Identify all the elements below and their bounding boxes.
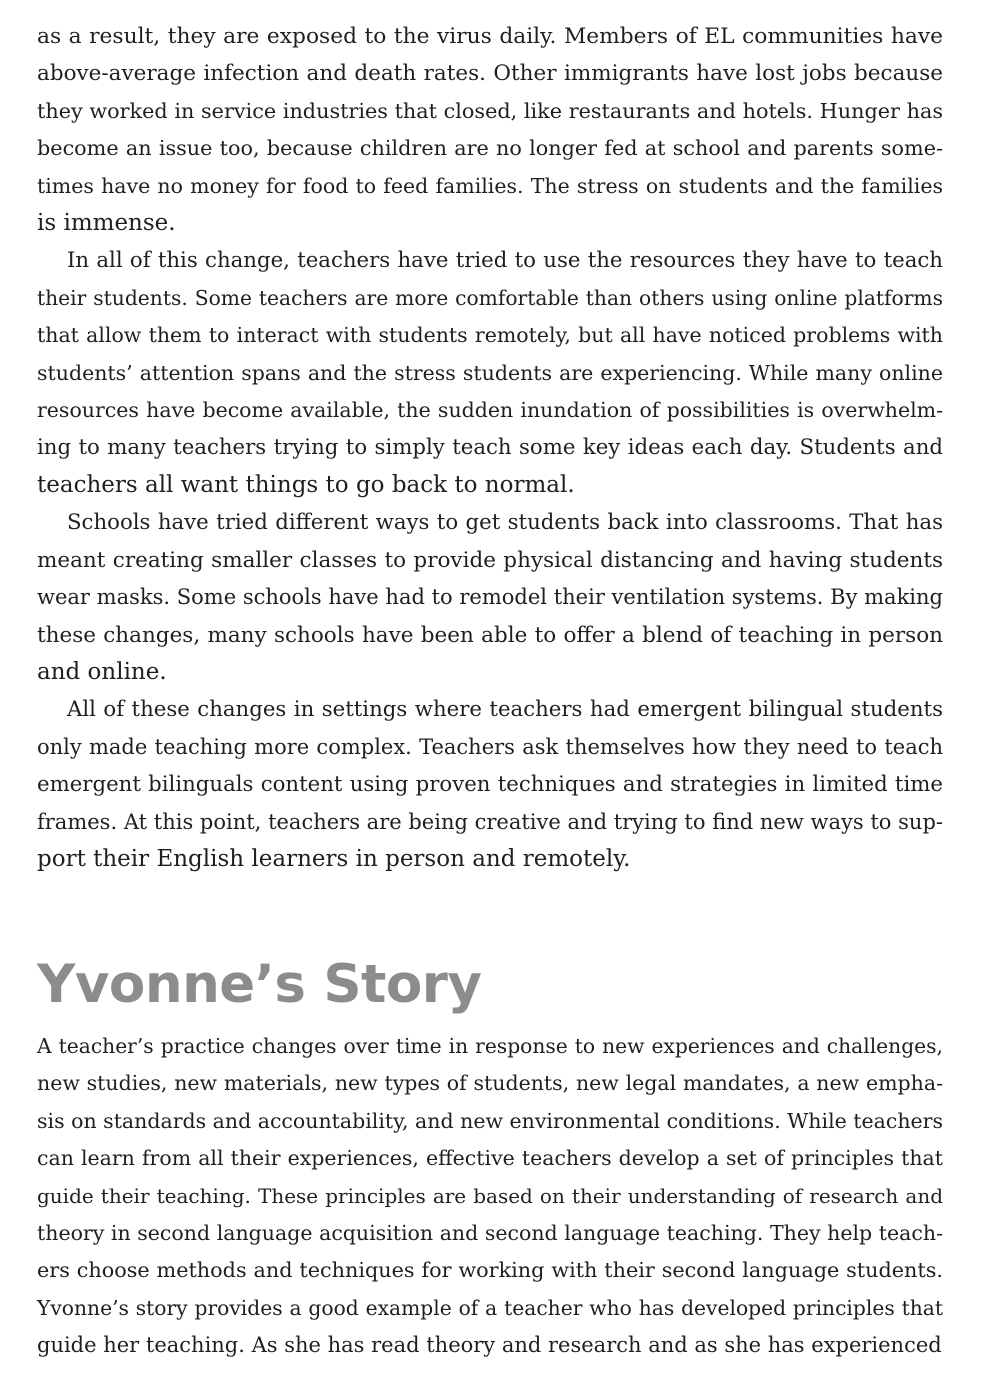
text-line: ing to many teachers trying to simply teach some key ideas each day. Students and	[37, 435, 943, 461]
text-line: meant creating smaller classes to provide physical distancing and having students	[37, 547, 943, 573]
text-line: they worked in service industries that closed, like restaurants and hotels. Hunger has	[37, 98, 943, 123]
text-line: guide their teaching. These principles are based on their understanding of research and	[37, 1183, 943, 1208]
body-text-top	[37, 18, 943, 878]
text-line: Yvonne’s story provides a good example of a teacher who has developed principles that	[37, 1295, 943, 1320]
text-line: frames. At this point, teachers are being creative and trying to find new ways to sup-	[37, 809, 943, 834]
text-line: Schools have tried different ways to get students back into classrooms. That has	[67, 510, 943, 536]
text-line: that allow them to interact with students remotely, but all have noticed problems with	[37, 323, 943, 348]
text-line: A teacher’s practice changes over time in response to new experiences and challenges,	[37, 1034, 943, 1058]
text-line: their students. Some teachers are more comfortable than others using online platforms	[37, 285, 943, 310]
text-line: All of these changes in settings where teachers had emergent bilingual students	[67, 697, 943, 723]
paragraph-4	[37, 691, 943, 878]
text-line: theory in second language acquisition and second language teaching. They help teach-	[37, 1221, 943, 1246]
text-line: sis on standards and accountability, and new environmental conditions. While teachers	[37, 1108, 943, 1133]
text-line: these changes, many schools have been able to offer a blend of teaching in person	[37, 622, 943, 648]
paragraph-2	[37, 242, 943, 504]
section-heading: Yvonne’s Story	[37, 954, 482, 1015]
paragraph-3	[37, 504, 943, 691]
text-line: resources have become available, the sudden inundation of possibilities is overwhelm-	[37, 398, 943, 423]
paragraph-5	[37, 1028, 943, 1365]
text-line: In all of this change, teachers have tried to use the resources they have to teach	[67, 248, 943, 274]
text-line: new studies, new materials, new types of students, new legal mandates, a new empha-	[37, 1071, 943, 1096]
text-line: times have no money for food to feed families. The stress on students and the families	[37, 173, 943, 198]
text-line: ers choose methods and techniques for working with their second language students.	[37, 1258, 943, 1283]
text-line: and online.	[37, 658, 167, 685]
text-line: teachers all want things to go back to normal.	[37, 471, 575, 498]
text-line: port their English learners in person and remotely.	[37, 845, 631, 872]
text-line: emergent bilinguals content using proven techniques and strategies in limited time	[37, 772, 943, 798]
text-line: above-average infection and death rates. Other immigrants have lost jobs because	[37, 61, 943, 87]
text-line: can learn from all their experiences, effective teachers develop a set of principles that	[37, 1146, 943, 1171]
paragraph-1	[37, 18, 943, 242]
text-line: wear masks. Some schools have had to remodel their ventilation systems. By making	[37, 585, 943, 610]
text-line: students’ attention spans and the stress students are experiencing. While many online	[37, 360, 943, 385]
text-line: guide her teaching. As she has read theory and research and as she has experienced	[37, 1333, 942, 1358]
body-text-bottom	[37, 1028, 943, 1365]
text-line: become an issue too, because children are no longer fed at school and parents some-	[37, 136, 943, 161]
text-line: is immense.	[37, 210, 176, 237]
text-line: as a result, they are exposed to the virus daily. Members of EL communities have	[37, 24, 943, 49]
text-line: only made teaching more complex. Teachers ask themselves how they need to teach	[37, 734, 943, 759]
